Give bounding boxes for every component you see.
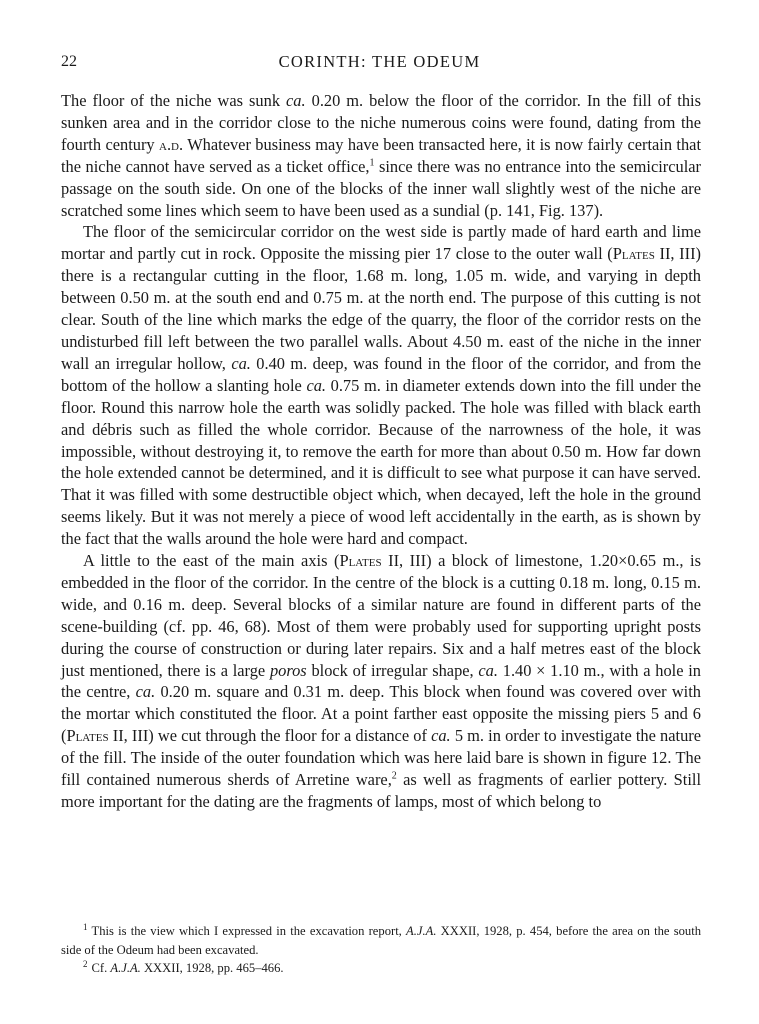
paragraph-3: A little to the east of the main axis (Plates II, III) a block of limestone, 1.20×0.65 m., is embedded in the floor of the corridor. In the centre of the block is a cutting 0.18 m. long, 0.15 m. wide, and 0.16 m. deep. Several blocks of a similar nature are found in different parts of the scene-building (cf. pp. 46, 68). Most of them were probably used for supporting upright posts during the course of construction or during later repairs. Six and a half metres east of the block just mentioned, there is a large poros block of irregular shape, ca. 1.40 × 1.10 m., with a hole in the centre, ca. 0.20 m. square and 0.31 m. deep. This block when found was covered over with the mortar which constituted the floor. At a point farther east opposite the missing piers 5 and 6 (Plates II, III) we cut through the floor for a distance of ca. 5 m. in order to investigate the nature of the fill. The inside of the outer foundation which was here laid bare is shown in figure 12. The fill contained numerous sherds of Arretine ware,$^2$ as well as fragments of earlier pottery. Still more important for the dating are the fragments of lamps, most of which belong to xyxy=(61,551,702,811)
footnote-ref-2[interactable]: 2 xyxy=(391,770,397,782)
footnote-ref-1[interactable]: 1 xyxy=(369,157,375,169)
footnote-1: $^1$ This is the view which I expressed in the excavation report, A.J.A. XXXII, 1928, p. 454, before the area on the south side of the Odeum had been excavated. xyxy=(61,921,701,957)
page-number: 22 xyxy=(61,53,77,70)
paragraph-2: The floor of the semicircular corridor on the west side is partly made of hard earth and lime mortar and partly cut in rock. Opposite the missing pier 17 close to the outer wall (Plates II, III) there is a rectangular cutting in the floor, 1.68 m. long, 1.05 m. wide, and varying in depth between 0.50 m. at the south end and 0.75 m. at the north end. The purpose of this cutting is not clear. South of the line which marks the edge of the quarry, the floor of the corridor rests on the undisturbed fill left between the two parallel walls. About 4.50 m. east of the niche in the inner wall an irregular hollow, ca. 0.40 m. deep, was found in the floor of the corridor, and from the bottom of the hollow a slanting hole ca. 0.75 m. in diameter extends down into the fill under the floor. Round this narrow hole the earth was solidly packed. The hole was filled with black earth and débris such as filled the whole corridor. Because of the narrowness of the hole, it was impossible, without destroying it, to remove the earth for more than about 0.50 m. How far down the hole extended cannot be determined, and it is difficult to see what purpose it can have served. That it was filled with some destructible object which, when decayed, left the hole in the ground seems likely. But it was not merely a piece of wood left accidentally in the earth, as is shown by the fact that the walls around the hole were hard and compact. xyxy=(61,222,701,549)
paragraph-1: The floor of the niche was sunk ca. 0.20 m. below the floor of the corridor. In the fill of this sunken area and in the corridor close to the niche numerous coins were found, dating from the fourth century a.d. Whatever business may have been transacted here, it is now fairly certain that the niche cannot have served as a ticket office,$^1$ since there was no entrance into the semicircular passage on the south side. On one of the blocks of the inner wall slightly west of the niche are scratched some lines which seem to have been used as a sundial (p. 141, Fig. 137). xyxy=(61,91,702,220)
running-head: CORINTH: THE ODEUM xyxy=(278,52,481,71)
footnotes xyxy=(61,922,701,978)
footnote-2: $^2$ Cf. A.J.A. XXXII, 1928, pp. 465–466. xyxy=(83,959,284,976)
body-text xyxy=(61,90,701,813)
